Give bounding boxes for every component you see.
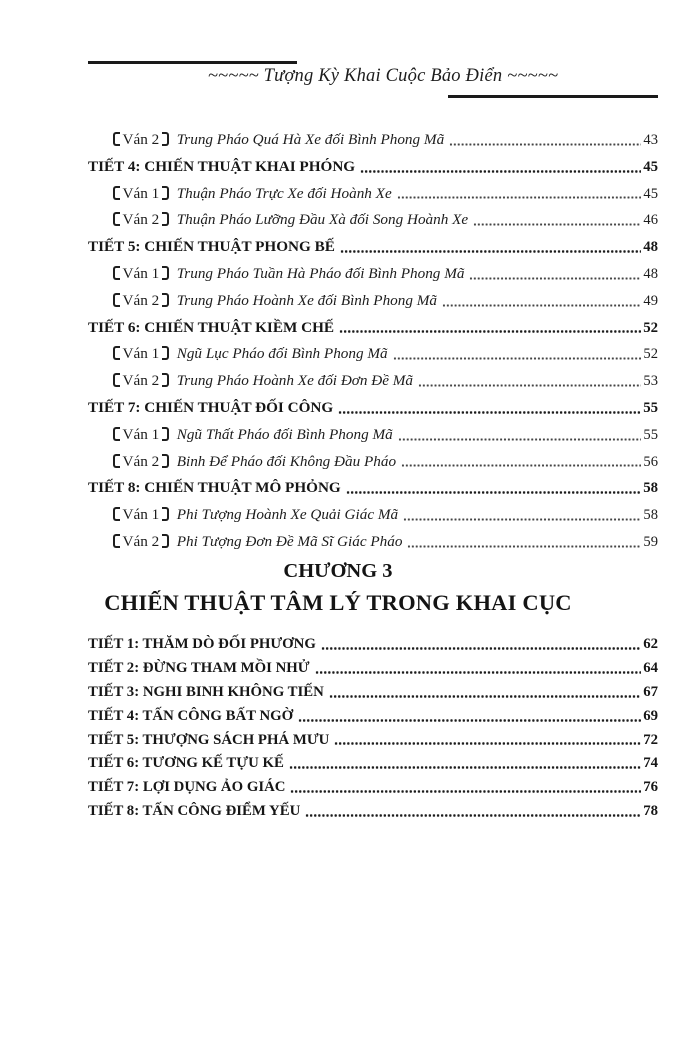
page-number: 48 bbox=[643, 239, 658, 256]
toc-entry-section bbox=[88, 315, 658, 342]
entry-label: TIẾT 2: ĐỪNG THAM MỒI NHỬ bbox=[88, 659, 310, 676]
page-number: 46 bbox=[643, 212, 658, 229]
page-number: 67 bbox=[643, 683, 658, 700]
entry-title: Trung Pháo Hoành Xe đối Đơn Đề Mã bbox=[176, 372, 414, 390]
toc-entry-game bbox=[88, 207, 658, 234]
dot-leader bbox=[329, 681, 641, 705]
left-lenticular-bracket-icon bbox=[113, 534, 120, 548]
entry-title: Binh Để Pháo đối Không Đầu Pháo bbox=[176, 452, 397, 470]
toc-entry-game bbox=[88, 127, 658, 154]
page-number: 74 bbox=[643, 755, 658, 772]
dot-leader bbox=[346, 475, 641, 502]
page-number: 56 bbox=[643, 453, 658, 470]
dot-leader bbox=[473, 207, 641, 234]
entry-label: Ván 1 bbox=[113, 261, 169, 288]
dot-leader bbox=[338, 395, 641, 422]
chapter-number-heading: CHƯƠNG 3 bbox=[283, 560, 393, 582]
page-number: 64 bbox=[643, 659, 658, 676]
dot-leader bbox=[418, 368, 641, 395]
entry-label: Ván 2 bbox=[113, 368, 169, 395]
dot-leader bbox=[442, 288, 641, 315]
page-number: 45 bbox=[643, 158, 658, 175]
header-rule-left bbox=[88, 61, 297, 64]
entry-label: TIẾT 4: CHIẾN THUẬT KHAI PHÓNG bbox=[88, 157, 356, 175]
left-lenticular-bracket-icon bbox=[113, 507, 120, 521]
dot-leader bbox=[397, 181, 642, 208]
entry-title: Thuận Pháo Trực Xe đối Hoành Xe bbox=[176, 184, 392, 202]
toc-entry-section bbox=[88, 800, 658, 824]
entry-label: TIẾT 8: CHIẾN THUẬT MÔ PHỎNG bbox=[88, 479, 341, 497]
toc-list-top bbox=[88, 127, 658, 556]
page-number: 52 bbox=[643, 346, 658, 363]
toc-entry-section bbox=[88, 705, 658, 729]
entry-label: TIẾT 5: THƯỢNG SÁCH PHÁ MƯU bbox=[88, 731, 330, 748]
entry-title: Ngũ Thất Pháo đối Bình Phong Mã bbox=[176, 425, 393, 443]
dot-leader bbox=[403, 502, 641, 529]
dot-leader bbox=[339, 315, 641, 342]
dot-leader bbox=[407, 529, 641, 556]
page-number: 58 bbox=[643, 480, 658, 497]
page-number: 48 bbox=[643, 265, 658, 282]
dot-leader bbox=[298, 705, 641, 729]
toc-entry-game bbox=[88, 368, 658, 395]
entry-title: Ngũ Lục Pháo đối Bình Phong Mã bbox=[176, 345, 388, 363]
entry-label: TIẾT 5: CHIẾN THUẬT PHONG BẾ bbox=[88, 238, 335, 256]
entry-label: Ván 1 bbox=[113, 422, 169, 449]
page-number: 52 bbox=[643, 319, 658, 336]
dot-leader bbox=[340, 234, 641, 261]
entry-title: Trung Pháo Tuần Hà Pháo đối Bình Phong Mã bbox=[176, 264, 465, 282]
dot-leader bbox=[315, 657, 642, 681]
left-lenticular-bracket-icon bbox=[113, 373, 120, 387]
entry-label: TIẾT 3: NGHI BINH KHÔNG TIẾN bbox=[88, 683, 324, 700]
page-number: 55 bbox=[643, 426, 658, 443]
dot-leader bbox=[305, 800, 641, 824]
entry-title: Thuận Pháo Lưỡng Đầu Xà đối Song Hoành Xe bbox=[176, 211, 469, 229]
dot-leader bbox=[469, 261, 641, 288]
toc-entry-section bbox=[88, 776, 658, 800]
left-lenticular-bracket-icon bbox=[113, 186, 120, 200]
toc-entry-game bbox=[88, 422, 658, 449]
dot-leader bbox=[289, 752, 641, 776]
chapter-title-heading: CHIẾN THUẬT TÂM LÝ TRONG KHAI CỤC bbox=[104, 590, 572, 615]
page-number: 62 bbox=[643, 636, 658, 652]
page-number: 49 bbox=[643, 292, 658, 309]
page-number: 76 bbox=[643, 779, 658, 796]
toc-entry-section bbox=[88, 752, 658, 776]
dot-leader bbox=[449, 127, 641, 154]
running-title: ~~~~~ Tượng Kỳ Khai Cuộc Bảo Điển ~~~~~ bbox=[207, 66, 559, 86]
toc-list-chapter3 bbox=[88, 633, 658, 824]
left-lenticular-bracket-icon bbox=[113, 212, 120, 226]
toc-entry-game bbox=[88, 261, 658, 288]
entry-title: Trung Pháo Quá Hà Xe đối Bình Phong Mã bbox=[176, 131, 445, 148]
entry-title: Trung Pháo Hoành Xe đối Bình Phong Mã bbox=[176, 291, 437, 309]
entry-label: TIẾT 6: TƯƠNG KẾ TỰU KẾ bbox=[88, 755, 284, 772]
entry-label: Ván 1 bbox=[113, 181, 169, 208]
toc-entry-game bbox=[88, 529, 658, 556]
left-lenticular-bracket-icon bbox=[113, 132, 120, 146]
entry-label: Ván 2 bbox=[113, 288, 169, 315]
toc-entry-game bbox=[88, 181, 658, 208]
page-number: 59 bbox=[643, 533, 658, 550]
dot-leader bbox=[360, 154, 641, 181]
entry-label: TIẾT 1: THĂM DÒ ĐỐI PHƯƠNG bbox=[88, 636, 316, 652]
entry-label: TIẾT 7: LỢI DỤNG ẢO GIÁC bbox=[88, 779, 286, 796]
entry-label: TIẾT 6: CHIẾN THUẬT KIỀM CHẾ bbox=[88, 318, 335, 336]
entry-title: Phi Tượng Hoành Xe Quải Giác Mã bbox=[176, 506, 399, 524]
toc-entry-section bbox=[88, 681, 658, 705]
toc-entry-section bbox=[88, 657, 658, 681]
toc-entry-section bbox=[88, 633, 658, 657]
left-lenticular-bracket-icon bbox=[113, 346, 120, 360]
toc-entry-section bbox=[88, 475, 658, 502]
toc-entry-section bbox=[88, 729, 658, 753]
page-number: 55 bbox=[643, 399, 658, 416]
dot-leader bbox=[401, 449, 641, 476]
left-lenticular-bracket-icon bbox=[113, 293, 120, 307]
page-number: 72 bbox=[643, 731, 658, 748]
dot-leader bbox=[393, 341, 642, 368]
dot-leader bbox=[321, 633, 641, 657]
left-lenticular-bracket-icon bbox=[113, 454, 120, 468]
toc-entry-section bbox=[88, 234, 658, 261]
page-number: 43 bbox=[643, 132, 658, 148]
toc-entry-game bbox=[88, 449, 658, 476]
toc-entry-game bbox=[88, 341, 658, 368]
entry-label: Ván 2 bbox=[113, 449, 169, 476]
entry-label: Ván 1 bbox=[113, 341, 169, 368]
entry-label: Ván 1 bbox=[113, 502, 169, 529]
entry-label: TIẾT 8: TẤN CÔNG ĐIỂM YẾU bbox=[88, 803, 301, 820]
header-rule-right bbox=[448, 95, 658, 98]
page-number: 58 bbox=[643, 507, 658, 524]
left-lenticular-bracket-icon bbox=[113, 266, 120, 280]
entry-label: Ván 2 bbox=[113, 207, 169, 234]
page-number: 78 bbox=[643, 803, 658, 820]
dot-leader bbox=[398, 422, 642, 449]
entry-title: Phi Tượng Đơn Đề Mã Sĩ Giác Pháo bbox=[176, 532, 403, 550]
page-number: 53 bbox=[643, 373, 658, 390]
left-lenticular-bracket-icon bbox=[113, 427, 120, 441]
entry-label: TIẾT 7: CHIẾN THUẬT ĐỐI CÔNG bbox=[88, 398, 334, 416]
toc-entry-game bbox=[88, 502, 658, 529]
toc-entry-section bbox=[88, 154, 658, 181]
toc-entry-game bbox=[88, 288, 658, 315]
entry-label: Ván 2 bbox=[113, 127, 169, 154]
page-number: 69 bbox=[643, 707, 658, 724]
page-number: 45 bbox=[643, 185, 658, 202]
entry-label: Ván 2 bbox=[113, 529, 169, 556]
entry-label: TIẾT 4: TẤN CÔNG BẤT NGỜ bbox=[88, 707, 294, 724]
toc-entry-section bbox=[88, 395, 658, 422]
dot-leader bbox=[290, 776, 641, 800]
dot-leader bbox=[334, 729, 641, 753]
